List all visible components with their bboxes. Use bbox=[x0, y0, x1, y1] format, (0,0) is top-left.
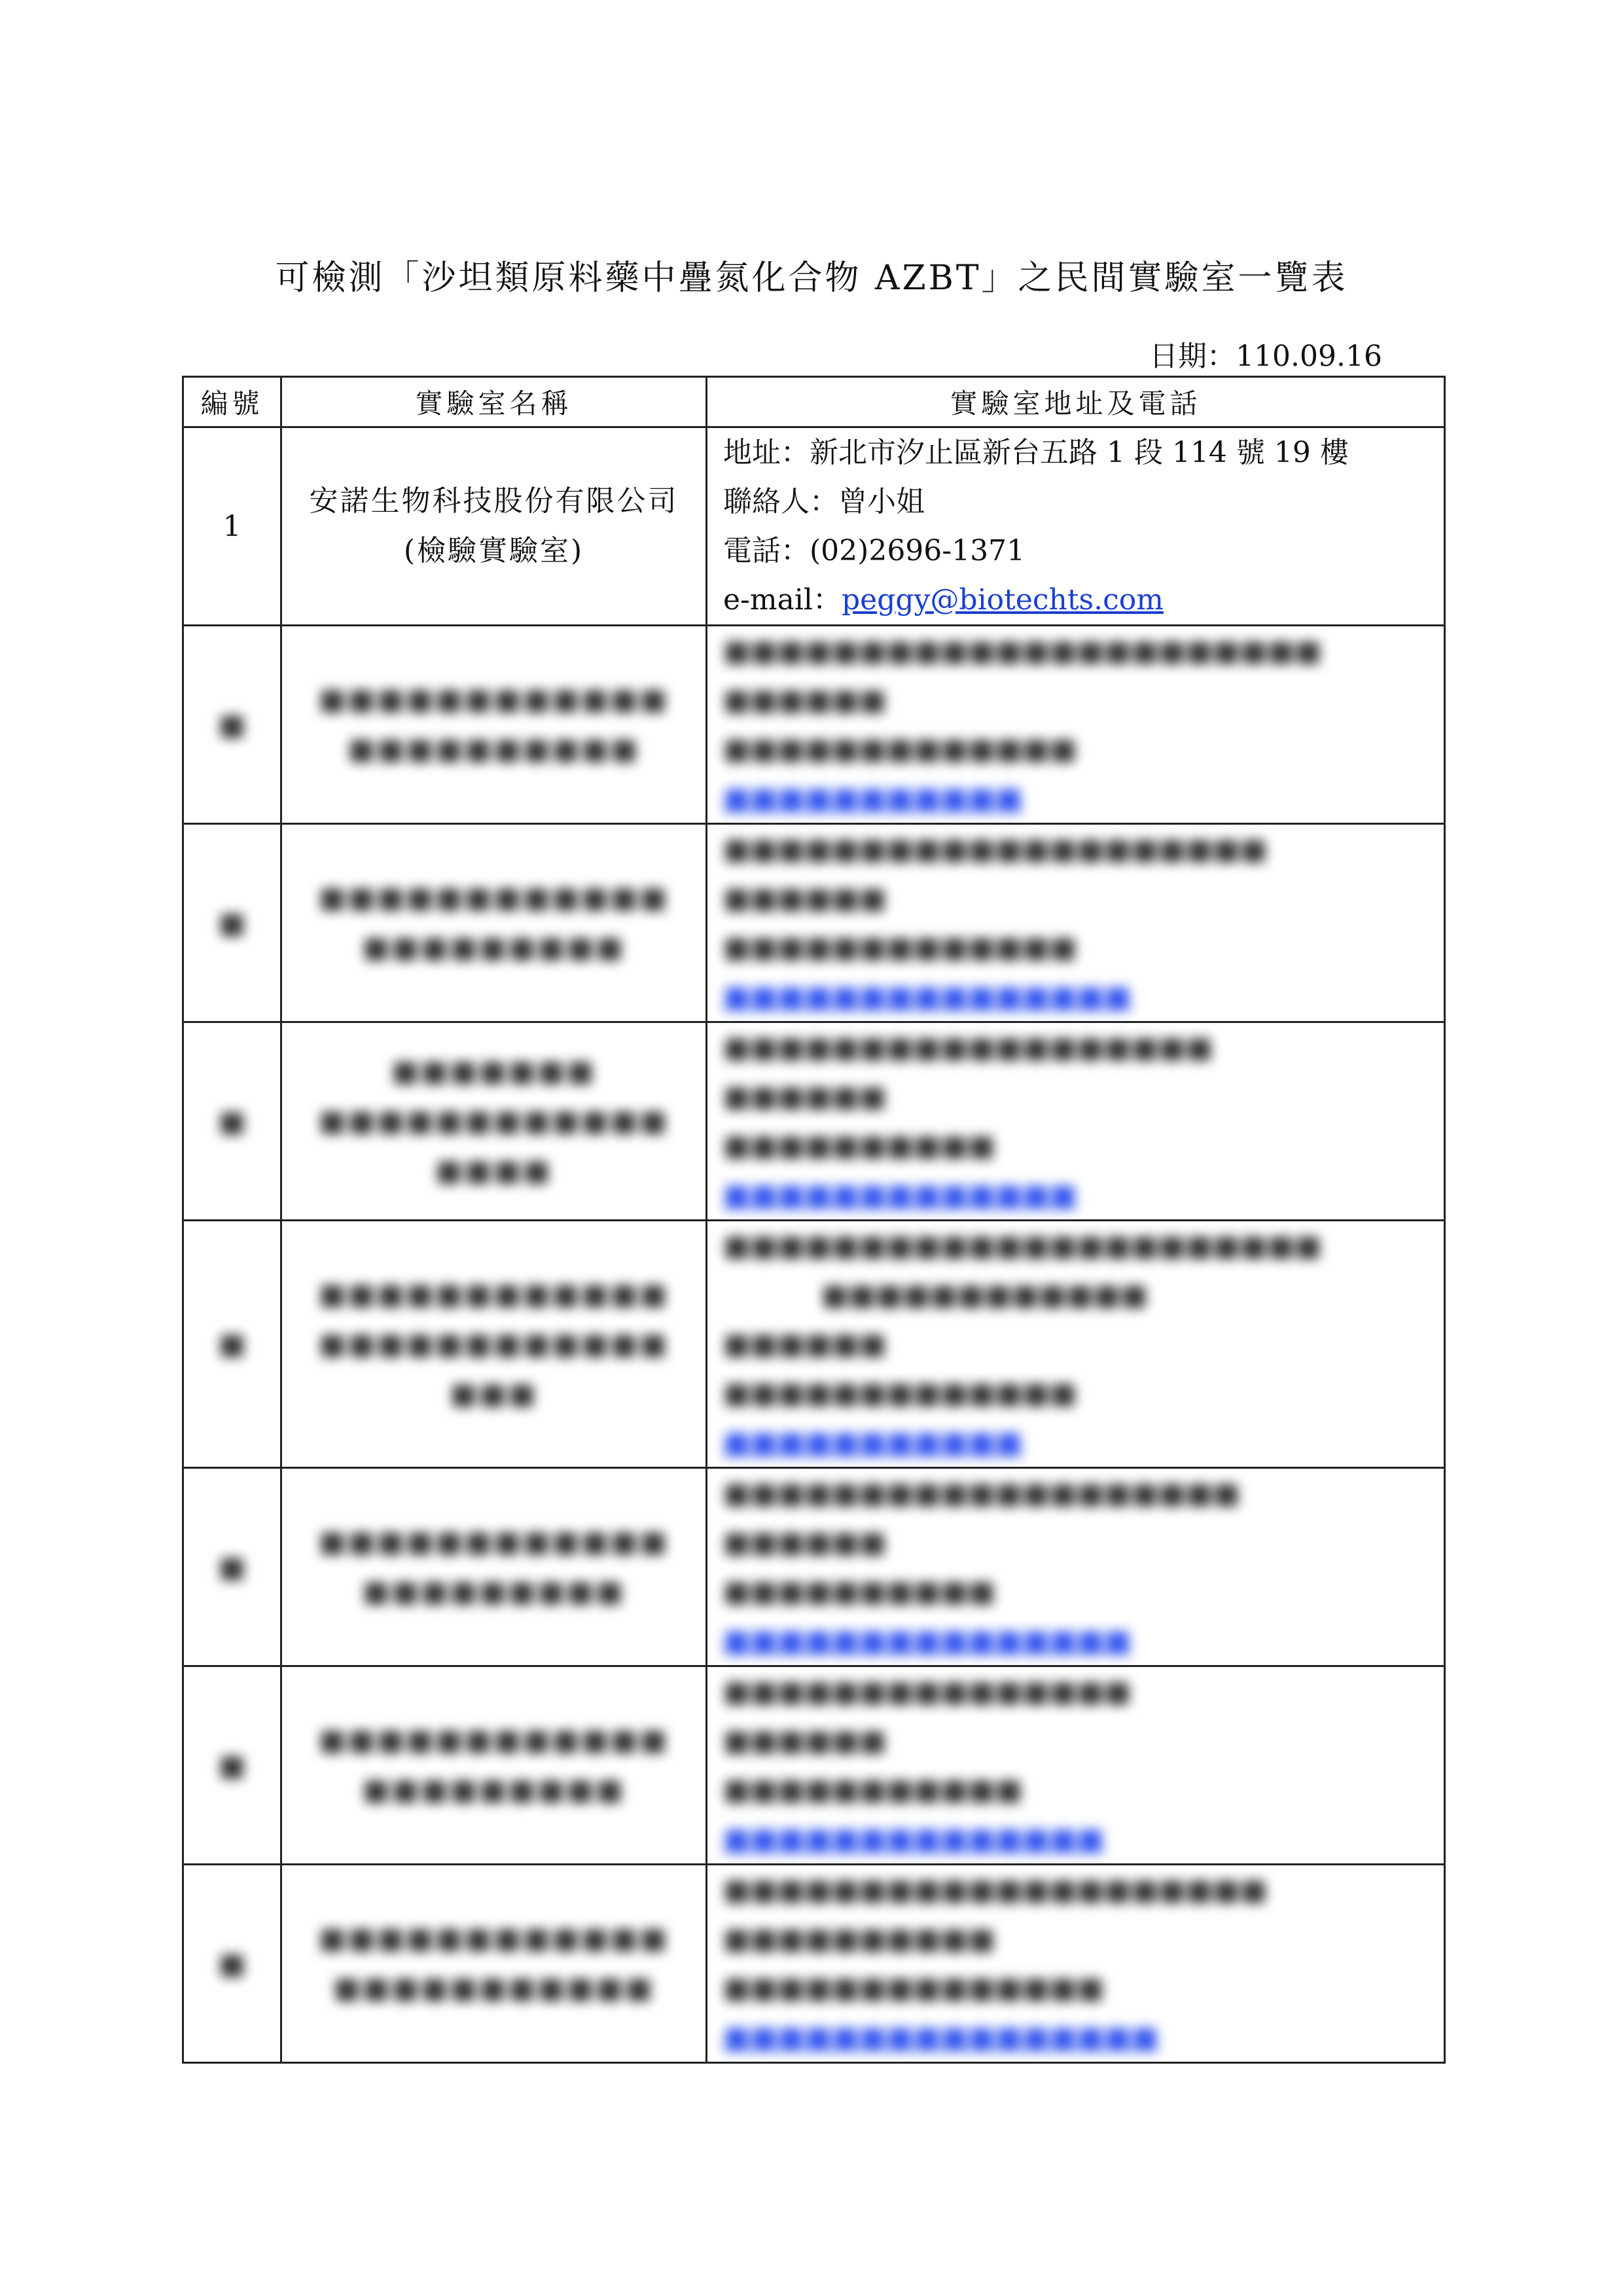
blurred-cell: ■ bbox=[183, 1221, 281, 1468]
lab-info bbox=[707, 427, 1445, 626]
blurred-cell: ■■■■■■■■■■■■■■■■■■■■■■ ■■■■■■ ■■■■■■■■■■■■■ ■■■■■■■■■■■ bbox=[707, 626, 1445, 824]
blurred-cell: ■ bbox=[183, 1022, 281, 1221]
lab-email-line bbox=[723, 575, 1444, 624]
blurred-cell: ■■■■■■■■■■■■ ■■■■■■■■■■■ bbox=[281, 1865, 707, 2063]
blurred-cell: ■■■■■■■■■■■■■■■■■■■■ ■■■■■■ ■■■■■■■■■■■■■ ■■■■■■■■■■■■■■■ bbox=[707, 824, 1445, 1022]
lab-name-line: 安諾生物科技股份有限公司 bbox=[309, 484, 679, 518]
blurred-cell: ■■■■■■■■■■■■ ■■■■■■■■■■■■ ■■■ bbox=[281, 1221, 707, 1468]
blurred-row bbox=[183, 1468, 1445, 1666]
blurred-cell: ■ bbox=[183, 626, 281, 824]
blurred-row bbox=[183, 626, 1445, 824]
blurred-cell: ■■■■■■■ ■■■■■■■■■■■■ ■■■■ bbox=[281, 1022, 707, 1221]
blurred-cell: ■■■■■■■■■■■■ ■■■■■■■■■ bbox=[281, 1666, 707, 1865]
row-number: 1 bbox=[183, 427, 281, 626]
lab-table-container bbox=[182, 376, 1444, 2064]
lab-address: 地址：新北市汐止區新台五路 1 段 114 號 19 樓 bbox=[723, 436, 1349, 469]
email-link[interactable]: peggy@biotechts.com bbox=[842, 583, 1164, 617]
blurred-row bbox=[183, 824, 1445, 1022]
lab-name-line: (檢驗實驗室) bbox=[403, 534, 584, 567]
blurred-cell: ■ bbox=[183, 1865, 281, 2063]
blurred-cell: ■■■■■■■■■■■■■■■■■■ ■■■■■■ ■■■■■■■■■■ ■■■■■■■■■■■■■ bbox=[707, 1022, 1445, 1221]
header-address-phone: 實驗室地址及電話 bbox=[707, 377, 1445, 427]
blurred-cell: ■■■■■■■■■■■■■■■■■■■■ ■■■■■■■■■■ ■■■■■■■■■■■■■■ ■■■■■■■■■■■■■■■■ bbox=[707, 1865, 1445, 2063]
blurred-cell: ■■■■■■■■■■■■■■■ ■■■■■■ ■■■■■■■■■■■ ■■■■■■■■■■■■■■ bbox=[707, 1666, 1445, 1865]
blurred-cell: ■■■■■■■■■■■■ ■■■■■■■■■ bbox=[281, 824, 707, 1022]
blurred-row bbox=[183, 1022, 1445, 1221]
document-title: 可檢測「沙坦類原料藥中疊氮化合物 AZBT」之民間實驗室一覽表 bbox=[275, 259, 1348, 298]
header-number: 編號 bbox=[183, 377, 281, 427]
blurred-row bbox=[183, 1221, 1445, 1468]
blurred-cell: ■ bbox=[183, 1666, 281, 1865]
lab-contact: 聯絡人：曾小姐 bbox=[723, 485, 925, 518]
lab-name bbox=[281, 427, 707, 626]
blurred-row bbox=[183, 1666, 1445, 1865]
blurred-cell: ■ bbox=[183, 824, 281, 1022]
table-row bbox=[183, 427, 1445, 626]
document-date: 日期：110.09.16 bbox=[1149, 340, 1382, 373]
blurred-row bbox=[183, 1865, 1445, 2063]
blurred-cell: ■■■■■■■■■■■■ ■■■■■■■■■■ bbox=[281, 626, 707, 824]
blurred-cell: ■■■■■■■■■■■■■■■■■■■■■■ ■■■■■■■■■■■■ ■■■■■■ ■■■■■■■■■■■■■ ■■■■■■■■■■■ bbox=[707, 1221, 1445, 1468]
header-lab-name: 實驗室名稱 bbox=[281, 377, 707, 427]
blurred-cell: ■■■■■■■■■■■■■■■■■■■ ■■■■■■ ■■■■■■■■■■ ■■■■■■■■■■■■■■■ bbox=[707, 1468, 1445, 1666]
lab-table bbox=[182, 376, 1446, 2064]
blurred-cell: ■■■■■■■■■■■■ ■■■■■■■■■ bbox=[281, 1468, 707, 1666]
email-label: e-mail： bbox=[723, 583, 842, 617]
blurred-cell: ■ bbox=[183, 1468, 281, 1666]
lab-phone: 電話：(02)2696-1371 bbox=[723, 534, 1026, 567]
table-header-row bbox=[183, 377, 1445, 427]
